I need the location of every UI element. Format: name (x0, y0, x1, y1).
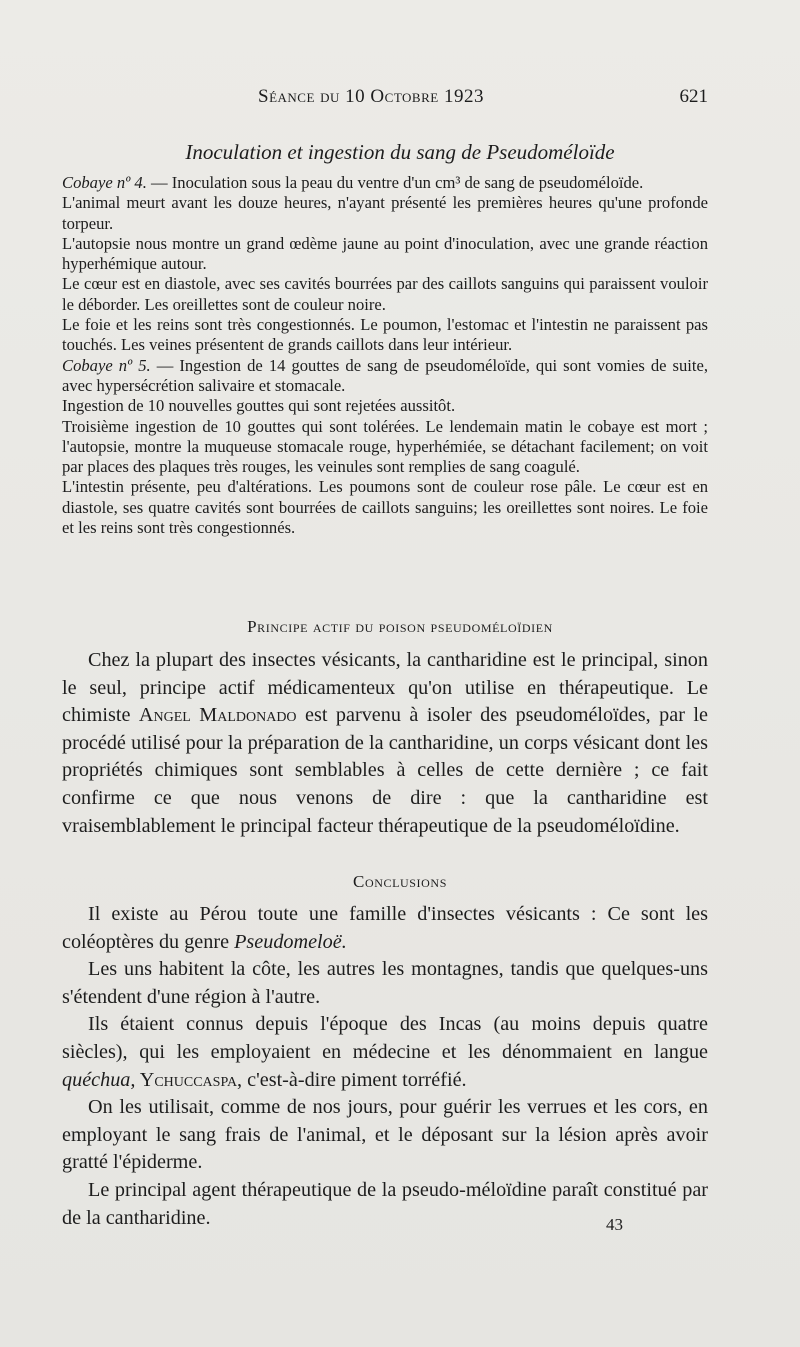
paragraph-label: Cobaye nº 5. (62, 355, 151, 375)
chemist-name: Angel Maldonado (138, 704, 297, 727)
principe-body (62, 647, 708, 840)
paragraph-text: Le principal agent thérapeutique de la pseudo-méloïdine paraît constitué par de la cantharidine. (62, 1178, 708, 1229)
native-term: Ychuccaspa, (135, 1068, 243, 1091)
paragraph: Le foie et les reins sont très congestionnés. Le poumon, l'estomac et l'intestin ne paraissent pas touchés. Les veines présentent de grands caillots dans leur intérieur. (62, 315, 708, 355)
paragraph: Ingestion de 10 nouvelles gouttes qui sont rejetées aussitôt. (62, 396, 456, 416)
conclusions-body (62, 901, 708, 1232)
page-number: 621 (679, 86, 708, 107)
paragraph-text: On les utilisait, comme de nos jours, pour guérir les verrues et les cors, en employant le sang frais de l'animal, et le déposant sur la lésion après avoir gratté l'épiderme. (62, 1096, 708, 1174)
paragraph-text: Les uns habitent la côte, les autres les montagnes, tandis que quelques-uns s'étendent d'une région à l'autre. (62, 958, 708, 1008)
section-heading-conclusions: Conclusions (353, 872, 447, 891)
paragraph-text: — Inoculation sous la peau du ventre d'un cm³ de sang de pseudoméloïde. (146, 173, 644, 192)
paragraph-text: Ils étaient connus depuis l'époque des Incas (au moins depuis quatre siècles), qui les employaient en médecine et les dénommaient en langue (62, 1013, 708, 1063)
running-title: Séance du 10 Octobre 1923 (258, 86, 484, 107)
paragraph: L'intestin présente, peu d'altérations. Les poumons sont de couleur rose pâle. Le cœur est en diastole, ses quatre cavités sont bourrées de caillots sanguins; les oreillettes sont noires. Le foie et les reins sont très congestionnés. (62, 477, 708, 538)
experiment-notes (62, 173, 708, 538)
language-name: quéchua, (62, 1068, 136, 1091)
paragraph (62, 647, 708, 840)
paragraph: L'autopsie nous montre un grand œdème jaune au point d'inoculation, avec une grande réaction hyperhémique autour. (62, 233, 708, 274)
paragraph (62, 1011, 708, 1094)
genus-name: Pseudomeloë. (234, 930, 347, 953)
paragraph-text: Il existe au Pérou toute une famille d'insectes vésicants : Ce sont les coléoptères du genre (62, 903, 708, 953)
signature-mark: 43 (606, 1215, 623, 1234)
paragraph (62, 901, 708, 956)
section-title: Inoculation et ingestion du sang de Pseudoméloïde (185, 140, 615, 164)
paragraph-label: Cobaye nº 4. (62, 173, 147, 192)
paragraph-text: — Ingestion de 14 gouttes de sang de pseudoméloïde, qui sont vomies de suite, avec hypersécrétion salivaire et stomacale. (62, 355, 709, 395)
paragraph (62, 356, 708, 397)
running-header (62, 86, 708, 116)
paragraph: Troisième ingestion de 10 gouttes qui sont tolérées. Le lendemain matin le cobaye est mort ; l'autopsie, montre la muqueuse stomacale rouge, hyperhémiée, se détachant facilement; on voit par places des plaques très rouges, les veinules sont remplies de sang coagulé. (62, 416, 708, 477)
paragraph-text: Chez la plupart des insectes vésicants, la cantharidine est le principal, sinon le seul, principe actif médicamenteux qu'on utilise en thérapeutique. Le chimiste (62, 649, 708, 727)
paragraph (62, 956, 708, 1011)
paragraph: L'animal meurt avant les douze heures, n'ayant présenté les premières heures qu'une profonde torpeur. (62, 193, 708, 233)
paragraph (62, 1094, 708, 1177)
paragraph-text: est parvenu à isoler des pseudoméloïdes, par le procédé utilisé pour la préparation de la cantharidine, un corps vésicant dont les propriétés chimiques sont semblables à celles de cette dernière ; ce fait confirme ce que nous venons de dire : que la cantharidine est vraisemblablement le principal facteur thérapeutique de la pseudoméloïdine. (62, 704, 708, 837)
paragraph (62, 173, 708, 193)
paragraph: Le cœur est en diastole, avec ses cavités bourrées par des caillots sanguins qui paraissent vouloir le déborder. Les oreillettes sont de couleur noire. (62, 274, 708, 314)
section-heading-principe: Principe actif du poison pseudoméloïdien (247, 617, 553, 636)
paragraph-text: c'est-à-dire piment torréfié. (242, 1068, 467, 1091)
